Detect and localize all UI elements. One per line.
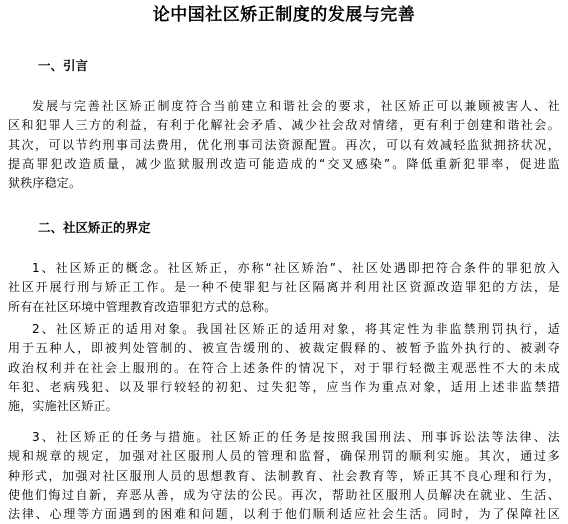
paragraph-line: 1、社区矫正的概念。社区矫正，亦称“社区矫治”、社区处遇即把符合条件的罪犯放入 — [32, 261, 560, 275]
paragraph-line: 用于五种人，即被判处管制的、被宣告缓刑的、被裁定假释的、被暂予监外执行的、被剥夺 — [8, 341, 560, 356]
paragraph-line: 发展与完善社区矫正制度符合当前建立和谐社会的要求，社区矫正可以兼顾被害人、社 — [32, 99, 560, 113]
paragraph-line: 其次，可以节约刑事司法费用，优化刑事司法资源配置。再次，可以有效减轻监狱拥挤状况， — [8, 137, 560, 152]
document-title: 论中国社区矫正制度的发展与完善 — [152, 5, 416, 25]
paragraph-line: 使他们悔过自新，弃恶从善，成为守法的公民。再次，帮助社区服刑人员解决在就业、生活、 — [8, 487, 560, 502]
paragraph-line: 法律、心理等方面遇到的困难和问题，以利于他们顺利适应社会生活。同时，为了保障社区 — [8, 507, 560, 522]
paragraph-line: 狱秩序稳定。 — [8, 176, 82, 191]
paragraph-line: 2、社区矫正的适用对象。我国社区矫正的适用对象，将其定性为非监禁刑罚执行，适 — [32, 322, 560, 336]
paragraph-line: 提高罪犯改造质量，减少监狱服刑改造可能造成的“交叉感染”。降低重新犯罪率，促进监 — [8, 156, 560, 171]
paragraph-line: 社区开展行刑与矫正工作。是一种不使罪犯与社区隔离并利用社区资源改造罪犯的方法，是 — [8, 280, 560, 295]
paragraph-concept — [8, 259, 560, 317]
paragraph-line: 政治权利并在社会上服刑的。在符合上述条件的情况下，对于罪行轻微主观恶性不大的未成 — [8, 360, 560, 375]
section-heading-definition: 二、社区矫正的界定 — [38, 220, 151, 235]
paragraph-introduction — [8, 97, 560, 193]
paragraph-line: 规和规章的规定，加强对社区服刑人员的管理和监督，确保刑罚的顺利实施。其次，通过多 — [8, 449, 560, 464]
paragraph-line: 施，实施社区矫正。 — [8, 399, 118, 414]
paragraph-tasks-measures — [8, 428, 560, 524]
paragraph-line: 区和犯罪人三方的利益，有利于化解社会矛盾、减少社会敌对情绪，更有利于创建和谐社会。 — [8, 118, 560, 133]
paragraph-applicable-objects — [8, 320, 560, 416]
paragraph-line: 种形式，加强对社区服刑人员的思想教育、法制教育、社会教育等，矫正其不良心理和行为， — [8, 468, 560, 483]
paragraph-line: 3、社区矫正的任务与措施。社区矫正的任务是按照我国刑法、刑事诉讼法等法律、法 — [32, 430, 560, 444]
paragraph-line: 年犯、老病残犯、以及罪行较轻的初犯、过失犯等，应当作为重点对象，适用上述非监禁措 — [8, 379, 560, 394]
section-heading-introduction: 一、引言 — [38, 58, 89, 73]
paragraph-line: 所有在社区环境中管理教育改造罪犯方式的总称。 — [8, 299, 277, 314]
